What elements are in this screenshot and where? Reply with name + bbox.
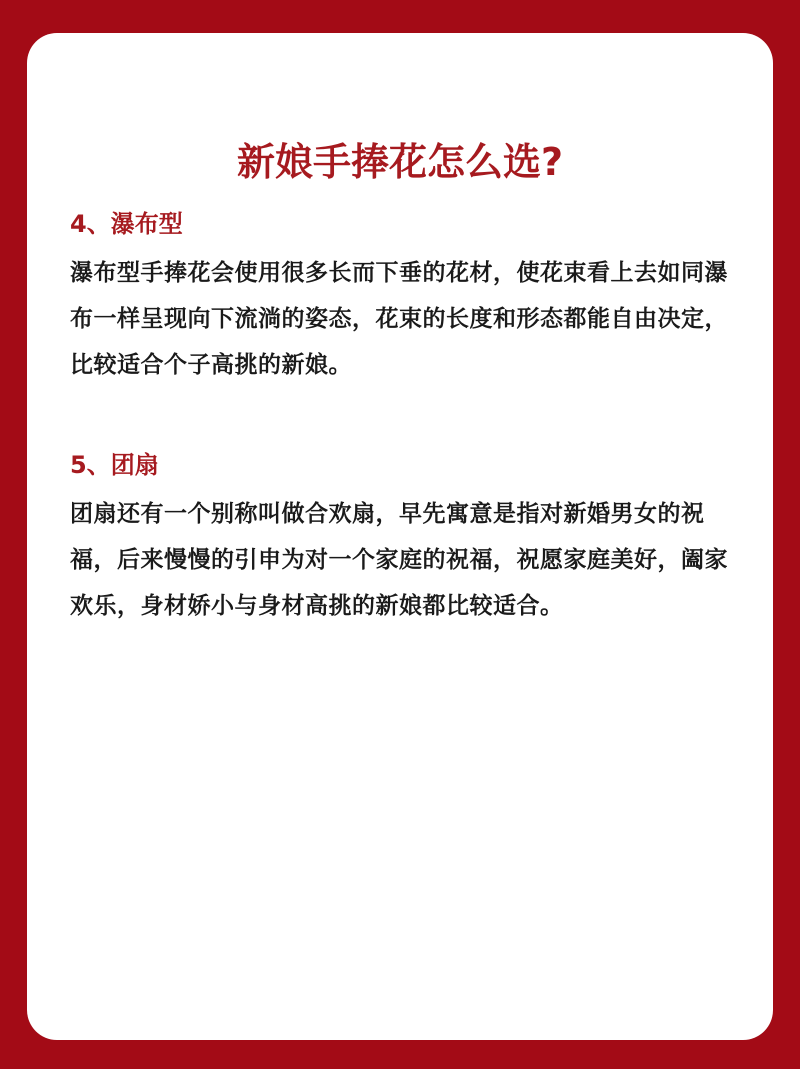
section-heading: 5、团扇 <box>70 451 159 479</box>
page-title: 新娘手捧花怎么选? <box>236 140 564 184</box>
section-body: 瀑布型手捧花会使用很多长而下垂的花材，使花束看上去如同瀑布一样呈现向下流淌的姿态，花束的长度和形态都能自由决定，比较适合个子高挑的新娘。 <box>70 260 728 378</box>
section-heading: 4、瀑布型 <box>70 210 183 238</box>
section-body: 团扇还有一个别称叫做合欢扇，早先寓意是指对新婚男女的祝福，后来慢慢的引申为对一个家庭的祝福，祝愿家庭美好，阖家欢乐，身材娇小与身材高挑的新娘都比较适合。 <box>70 501 728 619</box>
section-waterfall <box>70 204 730 388</box>
content-card <box>27 33 773 1040</box>
section-round-fan <box>70 445 730 629</box>
